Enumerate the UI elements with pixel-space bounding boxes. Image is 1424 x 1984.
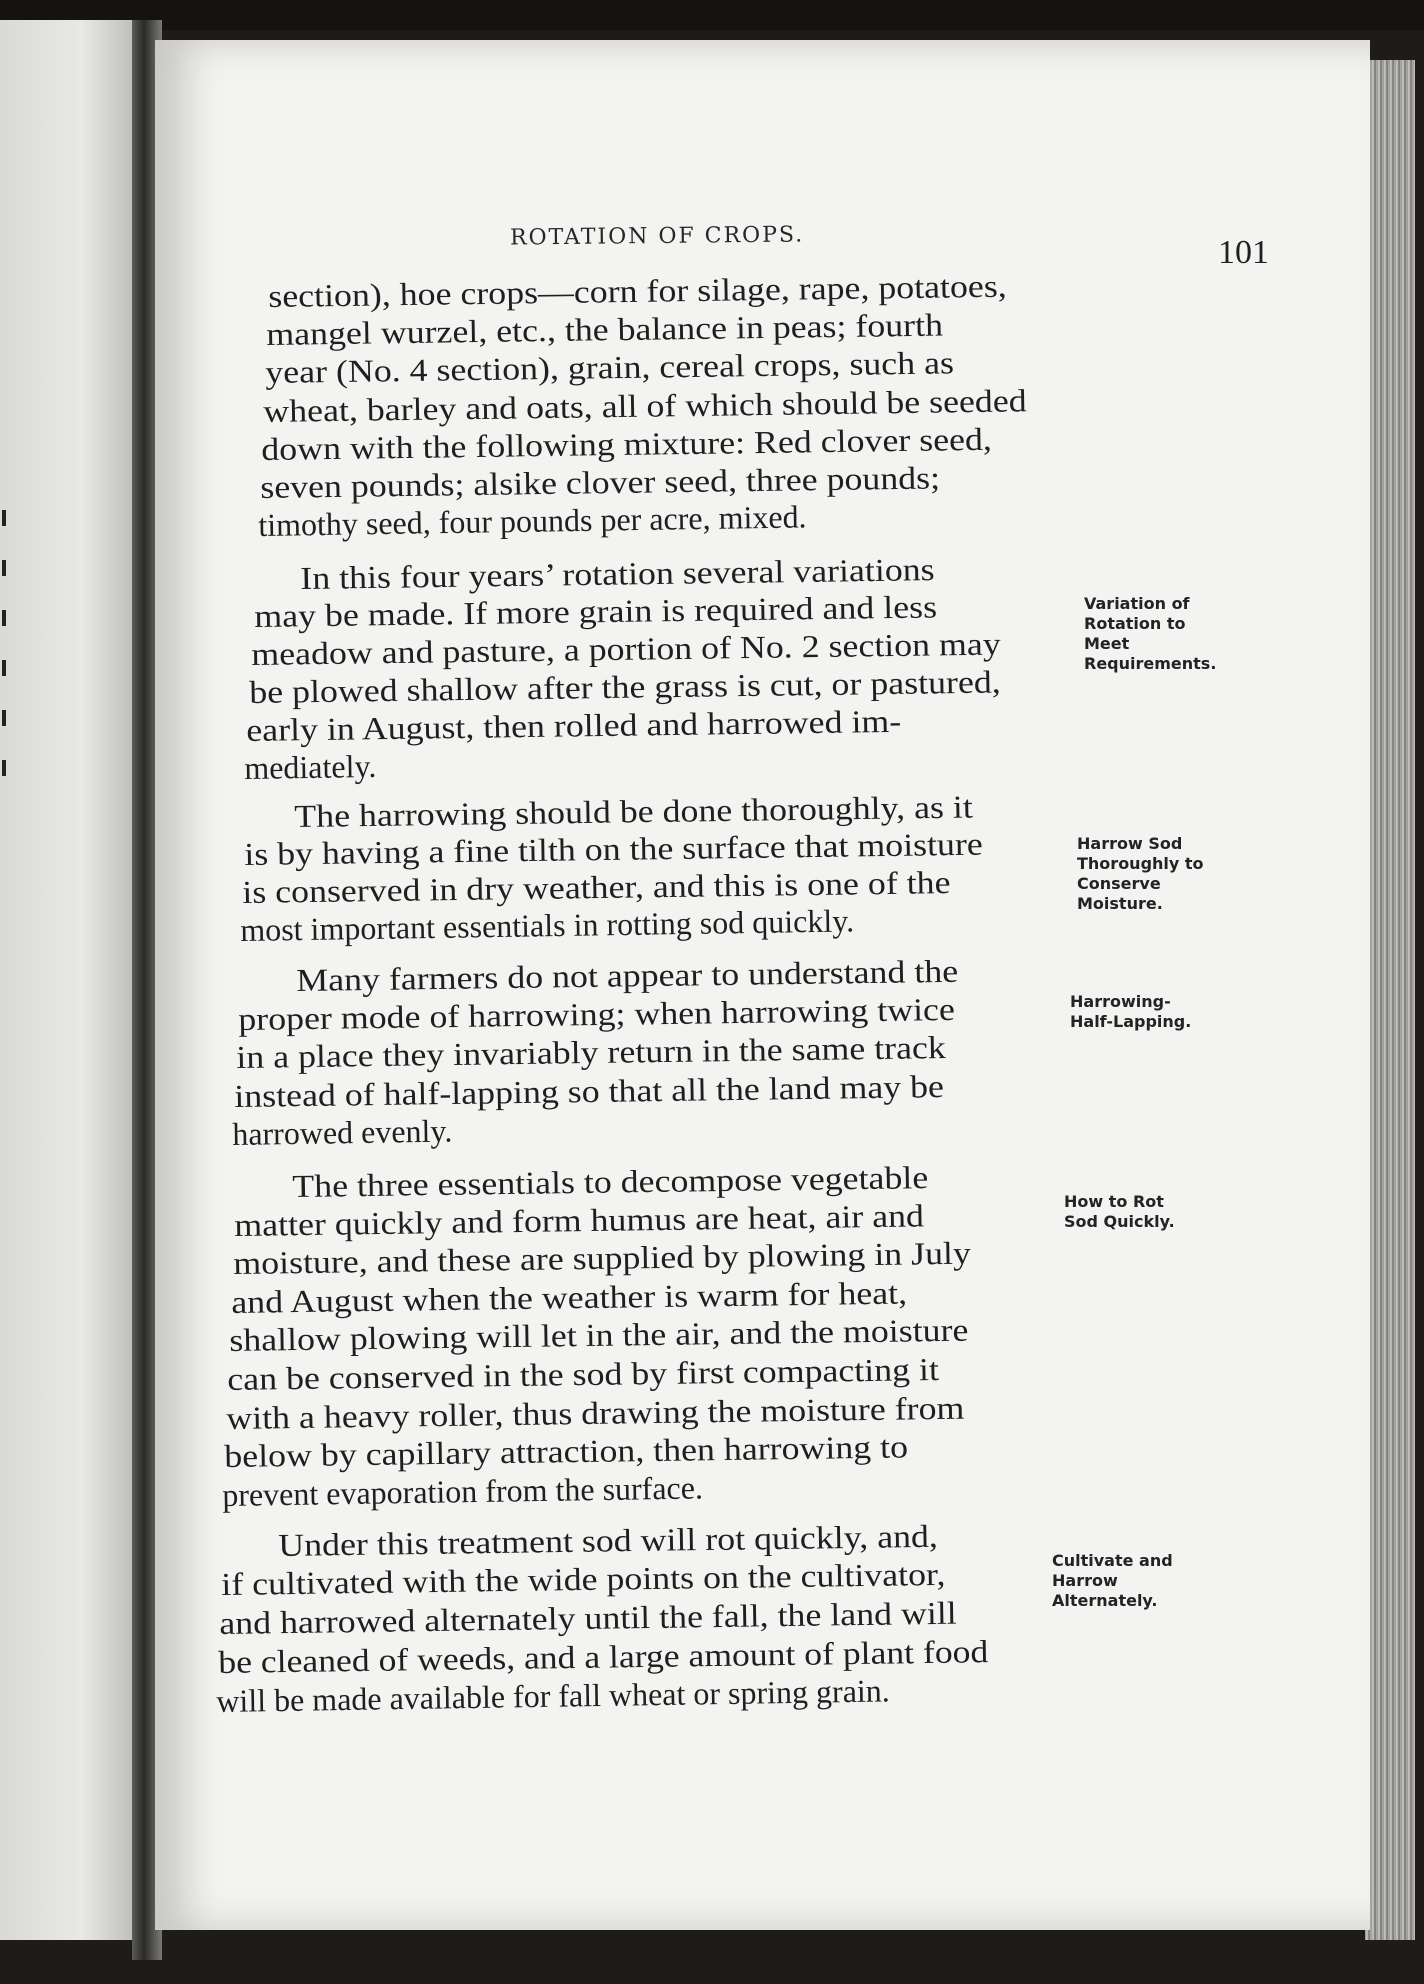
margin-note-line: Requirements. [1084,654,1217,673]
margin-note-line: Harrowing- [1070,992,1171,1011]
text-line: and August when the weather is warm for heat, [230,1274,908,1320]
text-line: be cleaned of weeds, and a large amount of plant food [217,1633,989,1680]
text-line: In this four years’ rotation several variations [300,551,935,596]
text-line: prevent evaporation from the surface. [222,1469,704,1513]
text-line: The three essentials to decompose vegetable [292,1159,929,1204]
text-line: shallow plowing will let in the air, and the moisture [229,1312,969,1359]
text-line: The harrowing should be done thoroughly, as it [294,788,974,834]
margin-note-line: Variation of [1084,594,1190,613]
text-line: matter quickly and form humus are heat, air and [234,1196,925,1243]
margin-note-line: Alternately. [1052,1591,1158,1610]
text-line: can be conserved in the sod by first compacting it [227,1351,940,1397]
margin-note-line: Harrow Sod [1077,834,1183,853]
text-line: Under this treatment sod will rot quickly, and, [278,1517,939,1563]
margin-note-line: Sod Quickly. [1064,1212,1175,1231]
text-line: is by having a fine tilth on the surface that moisture [244,825,984,872]
text-line: instead of half-lapping so that all the land may be [234,1067,945,1114]
text-line: meadow and pasture, a portion of No. 2 section may [251,625,1002,672]
text-line: below by capillary attraction, then harrowing to [223,1428,909,1475]
margin-note-line: How to Rot [1064,1192,1164,1211]
text-line: is conserved in dry weather, and this is one of the [242,864,951,910]
page-stack-edge [1365,60,1415,1940]
margin-note-line: Meet [1084,634,1130,653]
text-line: year (No. 4 section), grain, cereal crops, such as [264,344,954,391]
text-line: may be made. If more grain is required and less [253,588,937,634]
text-line: be plowed shallow after the grass is cut, or pastured, [248,663,1001,710]
text-line: proper mode of harrowing; when harrowing twice [238,990,956,1037]
margin-note [1077,834,1204,914]
margin-note-line: Moisture. [1077,894,1163,913]
left-page [0,20,135,1940]
text-line: wheat, barley and oats, all of which should be seeded [263,381,1027,429]
text-line: if cultivated with the wide points on the cultivator, [220,1555,946,1602]
text-line: mediately. [244,747,377,786]
text-line: section), hoe crops—corn for silage, rape, potatoes, [268,267,1007,314]
margin-note [1064,1192,1175,1232]
text-line: timothy seed, four pounds per acre, mixed. [258,498,807,544]
text-line: in a place they invariably return in the same track [236,1029,947,1076]
text-line: moisture, and these are supplied by plowing in July [232,1234,971,1282]
margin-note [1052,1551,1173,1611]
margin-note-line: Rotation to [1084,614,1186,633]
margin-note-line: Thoroughly to [1077,854,1204,873]
margin-note [1084,594,1216,674]
margin-note-line: Conserve [1077,874,1161,893]
text-line: and harrowed alternately until the fall, the land will [219,1594,957,1641]
page-number: 101 [1218,234,1269,271]
margin-note [1070,992,1191,1032]
text-line: will be made available for fall wheat or spring grain. [216,1672,891,1719]
text-line: mangel wurzel, etc., the balance in peas; fourth [266,306,944,353]
text-line: seven pounds; alsike clover seed, three pounds; [259,459,940,505]
margin-note-line: Half-Lapping. [1070,1012,1192,1031]
text-line: most important essentials in rotting sod quickly. [240,902,855,948]
text-line: with a heavy roller, thus drawing the moisture from [225,1389,965,1436]
margin-note-line: Cultivate and [1052,1551,1173,1570]
text-line: harrowed evenly. [232,1112,453,1153]
running-head: ROTATION OF CROPS. [509,222,805,251]
text-line: early in August, then rolled and harrowed im- [246,702,902,748]
left-page-text-edge [0,510,14,810]
margin-note-line: Harrow [1052,1571,1118,1590]
text-line: Many farmers do not appear to understand the [296,952,959,998]
binding-top [0,0,1424,30]
text-line: down with the following mixture: Red clover seed, [261,420,993,467]
